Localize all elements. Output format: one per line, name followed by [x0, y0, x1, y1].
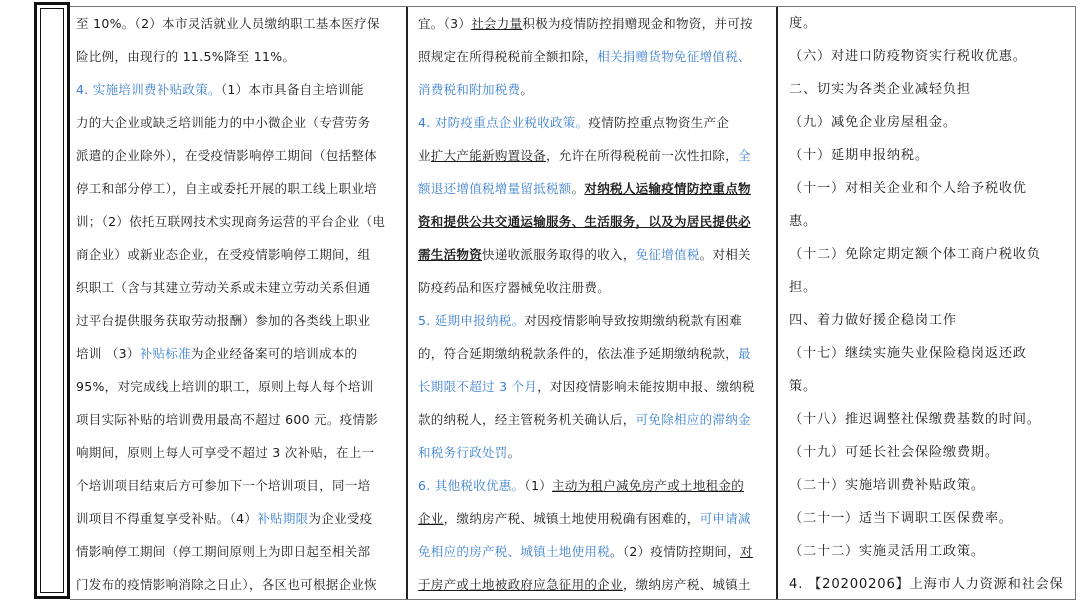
text-segment: 为企业受疫 — [308, 511, 373, 526]
text-segment: 对纳税人运输疫情防控重点物 — [584, 181, 751, 196]
text-segment: 险比例，由现行的 11.5%降至 11%。 — [76, 49, 296, 64]
text-segment: ，允许在所得税税前一次性扣除， — [546, 148, 739, 163]
text-segment: 对 — [740, 544, 753, 559]
column-2 — [410, 7, 778, 599]
text-segment: （二十二）实施灵活用工政策。 — [789, 544, 985, 559]
text-segment: 过平台提供服务获取劳动报酬）参加的各类线上职业 — [76, 313, 371, 328]
text-segment: 和税务行政处罚 — [418, 445, 508, 460]
text-line — [418, 502, 768, 535]
text-segment: 5. 延期申报纳税。 — [418, 313, 525, 328]
text-line — [789, 73, 1069, 106]
column-1 — [70, 7, 408, 599]
text-segment: 至 10%。（2）本市灵活就业人员缴纳职工基本医疗保 — [76, 16, 380, 31]
text-line — [76, 106, 400, 139]
text-segment: 个培训项目结束后方可参加下一个培训项目，同一培 — [76, 478, 371, 493]
text-segment: 为企业经备案可的培训成本的 — [190, 346, 358, 361]
policy-table — [70, 6, 1076, 600]
text-segment: （六）对进口防疫物资实行税收优惠。 — [789, 49, 1027, 64]
text-segment: 资和提供公共交通运输服务、生活服务，以及为居民提供必 — [418, 214, 751, 229]
text-line — [76, 172, 400, 205]
text-line — [789, 205, 1069, 238]
text-segment: 。（2）疫情防控期间， — [610, 544, 741, 559]
text-line — [76, 40, 400, 73]
text-segment: 。对相关 — [699, 247, 751, 262]
text-segment: 社会力量 — [471, 16, 523, 31]
text-line — [418, 535, 768, 568]
text-line — [789, 40, 1069, 73]
text-line — [418, 205, 768, 238]
text-line — [418, 40, 768, 73]
text-line — [76, 535, 400, 568]
text-segment: 防疫药品和医疗器械免收注册费。 — [418, 280, 611, 295]
text-line — [76, 403, 400, 436]
text-segment: （九）减免企业房屋租金。 — [789, 115, 957, 130]
text-segment: 派遣的企业除外），在受疫情影响停工期间（包括整体 — [76, 148, 377, 163]
text-segment: 长期限不超过 3 个月 — [418, 379, 538, 394]
text-segment: 惠。 — [789, 214, 817, 229]
text-segment: 补贴期限 — [257, 511, 309, 526]
text-segment: 宜。（3） — [418, 16, 472, 31]
text-line — [76, 139, 400, 172]
text-segment: 全 — [738, 148, 751, 163]
text-line — [418, 304, 768, 337]
text-segment: 照规定在所得税税前全额扣除， — [418, 49, 598, 64]
text-line — [418, 370, 768, 403]
text-line — [418, 139, 768, 172]
text-line — [789, 172, 1069, 205]
text-line — [418, 7, 768, 40]
text-segment: 消费税和附加税费 — [418, 82, 521, 97]
text-line — [76, 238, 400, 271]
text-line — [418, 172, 768, 205]
text-line — [789, 304, 1069, 337]
text-line — [76, 271, 400, 304]
text-segment: 95%，对完成线上培训的职工，原则上每人每个培训 — [76, 379, 374, 394]
text-segment: 担。 — [789, 280, 817, 295]
text-line — [418, 238, 768, 271]
text-segment: 响期间，原则上每人可享受不超过 3 次补贴，在上一 — [76, 445, 375, 460]
text-segment: 于房产或土地被政府应急征用的企业 — [418, 577, 623, 592]
text-segment: 4. 【20200206】上海市人力资源和社会保 — [789, 577, 1064, 592]
text-line — [418, 403, 768, 436]
text-segment: （十九）可延长社会保险缴费期。 — [789, 445, 999, 460]
text-segment: 款的纳税人，经主管税务机关确认后， — [418, 412, 636, 427]
text-segment: 。 — [571, 181, 585, 196]
text-segment: 4. 实施培训费补贴政策。 — [76, 82, 221, 97]
text-line — [789, 139, 1069, 172]
text-line — [76, 502, 400, 535]
text-segment: 可申请减 — [699, 511, 751, 526]
text-line — [76, 205, 400, 238]
text-line — [76, 469, 400, 502]
text-line — [418, 106, 768, 139]
text-segment: 训；（2）依托互联网技术实现商务运营的平台企业（电 — [76, 214, 386, 229]
text-segment: 扩大产能新购置设备 — [430, 148, 547, 163]
text-line — [418, 469, 768, 502]
text-segment: 最 — [738, 346, 751, 361]
text-segment: 四、着力做好援企稳岗工作 — [789, 313, 957, 328]
text-line — [789, 469, 1069, 502]
text-line — [789, 568, 1069, 599]
text-segment: 的，符合延期缴纳税款条件的，依法准予延期缴纳税款， — [418, 346, 739, 361]
text-line — [789, 535, 1069, 568]
text-segment: 补贴标准 — [139, 346, 191, 361]
text-line — [789, 106, 1069, 139]
text-segment: 额退还增值税增量留抵税额 — [418, 181, 572, 196]
text-segment: （1）本市具备自主培训能 — [220, 82, 364, 97]
text-segment: ，缴纳房产税、城镇土 — [622, 577, 751, 592]
text-segment: （十七）继续实施失业保险稳岗返还政 — [789, 346, 1027, 361]
text-segment: （十二）免除定期定额个体工商户税收负 — [789, 247, 1041, 262]
text-segment: 可免除相应的滞纳金 — [635, 412, 751, 427]
text-line — [789, 403, 1069, 436]
text-line — [76, 7, 400, 40]
text-segment: 培训 （3） — [76, 346, 140, 361]
text-segment: 门发布的疫情影响消除之日止），各区也可根据企业恢 — [76, 577, 377, 592]
text-segment: （二十一）适当下调职工医保费率。 — [789, 511, 1013, 526]
text-segment: 6. 其他税收优惠。 — [418, 478, 525, 493]
text-segment: 。 — [520, 82, 534, 97]
text-segment: 需生活物资 — [418, 247, 483, 262]
left-margin-border — [34, 2, 70, 599]
text-segment: ，对因疫情影响未能按期申报、缴纳税 — [537, 379, 755, 394]
text-line — [789, 271, 1069, 304]
text-segment: 训项目不得重复享受补贴。（4） — [76, 511, 258, 526]
text-segment: 免相应的房产税、城镇土地使用税 — [418, 544, 611, 559]
text-segment: 积极为疫情防控捐赠现金和物资，并可按 — [522, 16, 753, 31]
text-segment: 对因疫情影响导致按期缴纳税款有困难 — [524, 313, 743, 328]
text-segment: 停工和部分停工），自主或委托开展的职工线上职业培 — [76, 181, 377, 196]
text-segment: 快递收派服务取得的收入， — [482, 247, 636, 262]
text-line — [789, 502, 1069, 535]
text-segment: 商企业）或新业态企业，在受疫情影响停工期间，组 — [76, 247, 371, 262]
text-segment: 疫情防控重点物资生产企 — [588, 115, 730, 130]
text-line — [418, 337, 768, 370]
text-segment: （十一）对相关企业和个人给予税收优 — [789, 181, 1027, 196]
text-segment: 织职工（含与其建立劳动关系或未建立劳动关系但通 — [76, 280, 371, 295]
text-line — [76, 436, 400, 469]
text-segment: （1） — [524, 478, 553, 493]
text-segment: 4. 对防疫重点企业税收政策。 — [418, 115, 589, 130]
text-segment: ，缴纳房产税、城镇土地使用税确有困难的， — [443, 511, 700, 526]
text-line — [789, 7, 1069, 40]
text-line — [76, 370, 400, 403]
text-line — [76, 304, 400, 337]
text-segment: 企业 — [418, 511, 444, 526]
text-line — [418, 73, 768, 106]
text-line — [789, 370, 1069, 403]
text-line — [789, 238, 1069, 271]
text-segment: （十八）推迟调整社保缴费基数的时间。 — [789, 412, 1041, 427]
text-line — [418, 436, 768, 469]
text-segment: 力的大企业或缺乏培训能力的中小微企业（专营劳务 — [76, 115, 371, 130]
text-segment: （十）延期申报纳税。 — [789, 148, 929, 163]
column-3 — [780, 7, 1075, 599]
text-segment: 相关捐赠货物免征增值税、 — [597, 49, 751, 64]
text-line — [789, 337, 1069, 370]
text-segment: 情影响停工期间（停工期间原则上为即日起至相关部 — [76, 544, 371, 559]
text-line — [418, 271, 768, 304]
text-segment: 策。 — [789, 379, 817, 394]
text-segment: （二十）实施培训费补贴政策。 — [789, 478, 985, 493]
text-line — [76, 73, 400, 106]
text-segment: 项目实际补贴的培训费用最高不超过 600 元。疫情影 — [76, 412, 379, 427]
text-segment: 免征增值税 — [635, 247, 700, 262]
text-line — [76, 568, 400, 599]
text-line — [789, 436, 1069, 469]
text-segment: 业 — [418, 148, 431, 163]
text-segment: 。 — [507, 445, 521, 460]
text-line — [418, 568, 768, 599]
text-line — [76, 337, 400, 370]
text-segment: 主动为租户减免房产或土地租金的 — [552, 478, 745, 493]
text-segment: 二、切实为各类企业减轻负担 — [789, 82, 971, 97]
text-segment: 度。 — [789, 16, 817, 31]
